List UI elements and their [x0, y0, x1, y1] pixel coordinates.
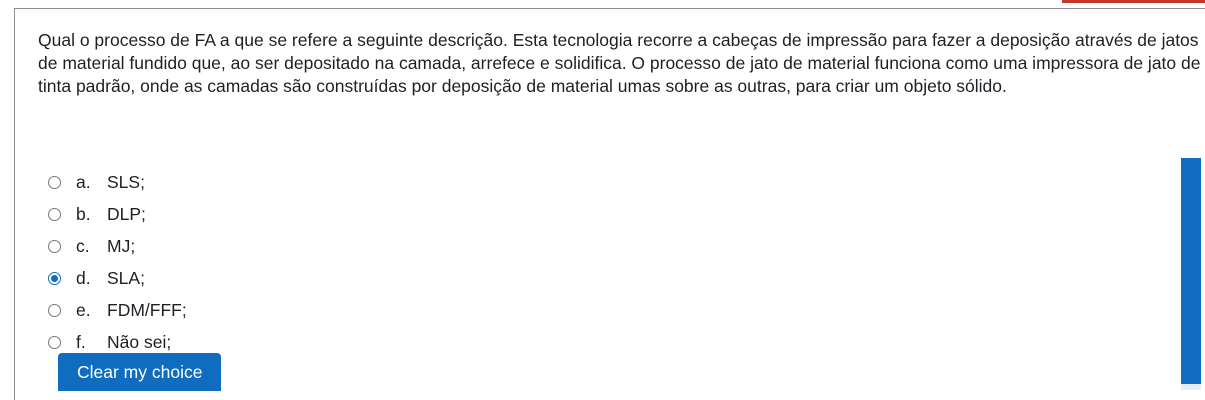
radio-icon[interactable] — [48, 304, 61, 317]
top-accent-bar — [1062, 0, 1205, 3]
answer-letter: b. — [76, 203, 91, 224]
answer-letter: a. — [76, 171, 91, 192]
answer-letter: d. — [76, 267, 91, 288]
radio-icon[interactable] — [48, 176, 61, 189]
scrollbar-track[interactable] — [1181, 158, 1201, 390]
answer-label[interactable]: SLS; — [107, 171, 145, 192]
clear-choice-button[interactable]: Clear my choice — [58, 353, 221, 391]
answer-option-b[interactable] — [48, 198, 187, 230]
answer-list — [48, 166, 187, 358]
scrollbar-thumb[interactable] — [1181, 158, 1201, 384]
question-text: Qual o processo de FA a que se refere a seguinte descrição. Esta tecnologia recorre a cabeças de impressão para fazer a deposição através de jatos de material fundido que, ao ser depositado na camada, arrefece e solidifica. O processo de jato de material funciona como uma impressora de jato de tinta padrão, onde as camadas são construídas por deposição de material umas sobre as outras, para criar um objeto sólido. — [38, 30, 1201, 96]
answer-option-a[interactable] — [48, 166, 187, 198]
answer-label[interactable]: MJ; — [107, 235, 136, 256]
answer-option-c[interactable] — [48, 230, 187, 262]
answer-label[interactable]: SLA; — [107, 267, 145, 288]
answer-letter: e. — [76, 299, 91, 320]
answer-option-e[interactable] — [48, 294, 187, 326]
radio-icon[interactable] — [48, 240, 61, 253]
answer-letter: c. — [76, 235, 90, 256]
answer-option-d[interactable] — [48, 262, 187, 294]
radio-icon[interactable] — [48, 208, 61, 221]
radio-icon[interactable] — [48, 336, 61, 349]
question-panel — [14, 8, 1205, 400]
answer-letter: f. — [76, 331, 86, 352]
answer-label[interactable]: FDM/FFF; — [107, 299, 187, 320]
radio-checked-icon[interactable] — [48, 272, 61, 285]
answer-label[interactable]: Não sei; — [107, 331, 172, 352]
answer-label[interactable]: DLP; — [107, 203, 146, 224]
